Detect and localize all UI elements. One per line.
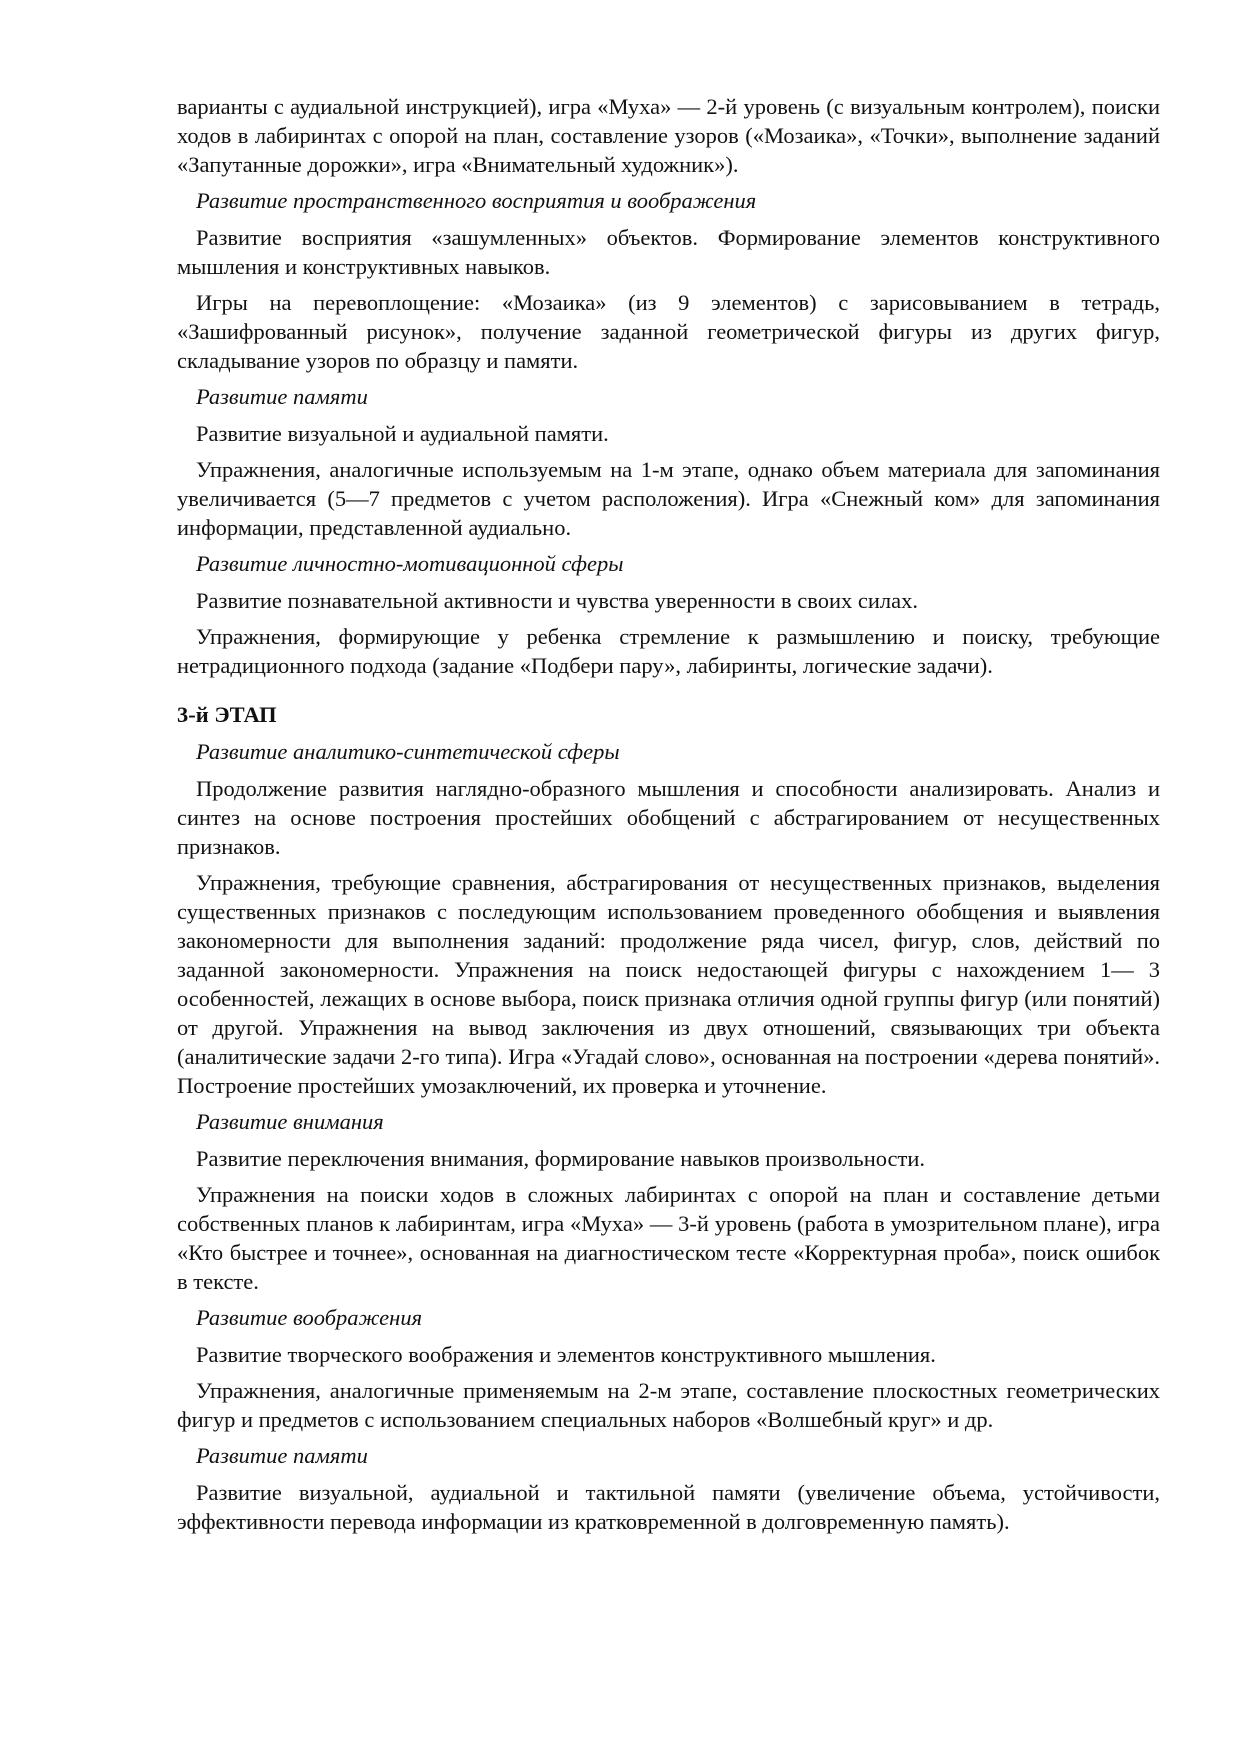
- subtitle-memory-stage3: Развитие памяти: [196, 1443, 368, 1468]
- attention-paragraph-1: Развитие переключения внимания, формирование навыков произвольности.: [196, 1146, 926, 1171]
- attention-continuation-paragraph: варианты с аудиальной инструкцией), игра «Муха» — 2-й уровень (с визуальным контролем), поиски ходов в лабиринтах с опорой на план, составление узоров («Мозаика», «Точки», выполнение заданий «Запутанные дорожки», игра «Внимательный художник»).: [177, 94, 1160, 177]
- motivation-paragraph-2: Упражнения, формирующие у ребенка стремление к размышлению и поиску, требующие нетрадиционного подхода (задание «Подбери пару», лабиринты, логические задачи).: [177, 624, 1160, 678]
- subtitle-attention: Развитие внимания: [196, 1109, 384, 1134]
- subtitle-imagination: Развитие воображения: [196, 1305, 423, 1330]
- spatial-paragraph-2: Игры на перевоплощение: «Мозаика» (из 9 элементов) с зарисовыванием в тетрадь, «Зашифрованный рисунок», получение заданной геометрической фигуры из других фигур, складывание узоров по образцу и памяти.: [177, 290, 1160, 373]
- analytic-paragraph-2: Упражнения, требующие сравнения, абстрагирования от несущественных признаков, выделения существенных признаков с последующим использованием проведенного обобщения и выявления закономерности для выполнения заданий: продолжение ряда чисел, фигур, слов, действий по заданной закономерности. Упражнения на поиск недостающей фигуры с нахождением 1— 3 особенностей, лежащих в основе выбора, поиск признака отличия одной группы фигур (или понятий) от другой. Упражнения на вывод заключения из двух отношений, связывающих три объекта (аналитические задачи 2-го типа). Игра «Угадай слово», основанная на построении «дерева понятий». Построение простейших умозаключений, их проверка и уточнение.: [177, 870, 1160, 1098]
- subtitle-motivation: Развитие личностно-мотивационной сферы: [196, 551, 624, 576]
- subtitle-spatial: Развитие пространственного восприятия и воображения: [196, 188, 757, 213]
- memory-paragraph-1: Развитие визуальной и аудиальной памяти.: [196, 421, 609, 446]
- motivation-paragraph-1: Развитие познавательной активности и чувства уверенности в своих силах.: [196, 588, 919, 613]
- attention-paragraph-2: Упражнения на поиски ходов в сложных лабиринтах с опорой на план и составление детьми собственных планов к лабиринтам, игра «Муха» — 3-й уровень (работа в умозрительном плане), игра «Кто быстрее и точнее», основанная на диагностическом тесте «Корректурная проба», поиск ошибок в тексте.: [177, 1182, 1160, 1294]
- subtitle-analytic: Развитие аналитико-синтетической сферы: [196, 739, 620, 764]
- stage3-heading: 3-й ЭТАП: [177, 702, 277, 727]
- document-page: [177, 92, 1160, 1543]
- analytic-paragraph-1: Продолжение развития наглядно-образного мышления и способности анализировать. Анализ и синтез на основе построения простейших обобщений с абстрагированием от несущественных признаков.: [177, 776, 1160, 859]
- memory-stage3-paragraph-1: Развитие визуальной, аудиальной и тактильной памяти (увеличение объема, устойчивости, эффективности перевода информации из кратковременной в долговременную память).: [177, 1480, 1160, 1534]
- spatial-paragraph-1: Развитие восприятия «зашумленных» объектов. Формирование элементов конструктивного мышления и конструктивных навыков.: [177, 225, 1160, 279]
- subtitle-memory: Развитие памяти: [196, 384, 368, 409]
- imagination-paragraph-2: Упражнения, аналогичные применяемым на 2-м этапе, составление плоскостных геометрических фигур и предметов с использованием специальных наборов «Волшебный круг» и др.: [177, 1378, 1160, 1432]
- imagination-paragraph-1: Развитие творческого воображения и элементов конструктивного мышления.: [196, 1342, 936, 1367]
- memory-paragraph-2: Упражнения, аналогичные используемым на 1-м этапе, однако объем материала для запоминания увеличивается (5—7 предметов с учетом расположения). Игра «Снежный ком» для запоминания информации, представленной аудиально.: [177, 457, 1160, 540]
